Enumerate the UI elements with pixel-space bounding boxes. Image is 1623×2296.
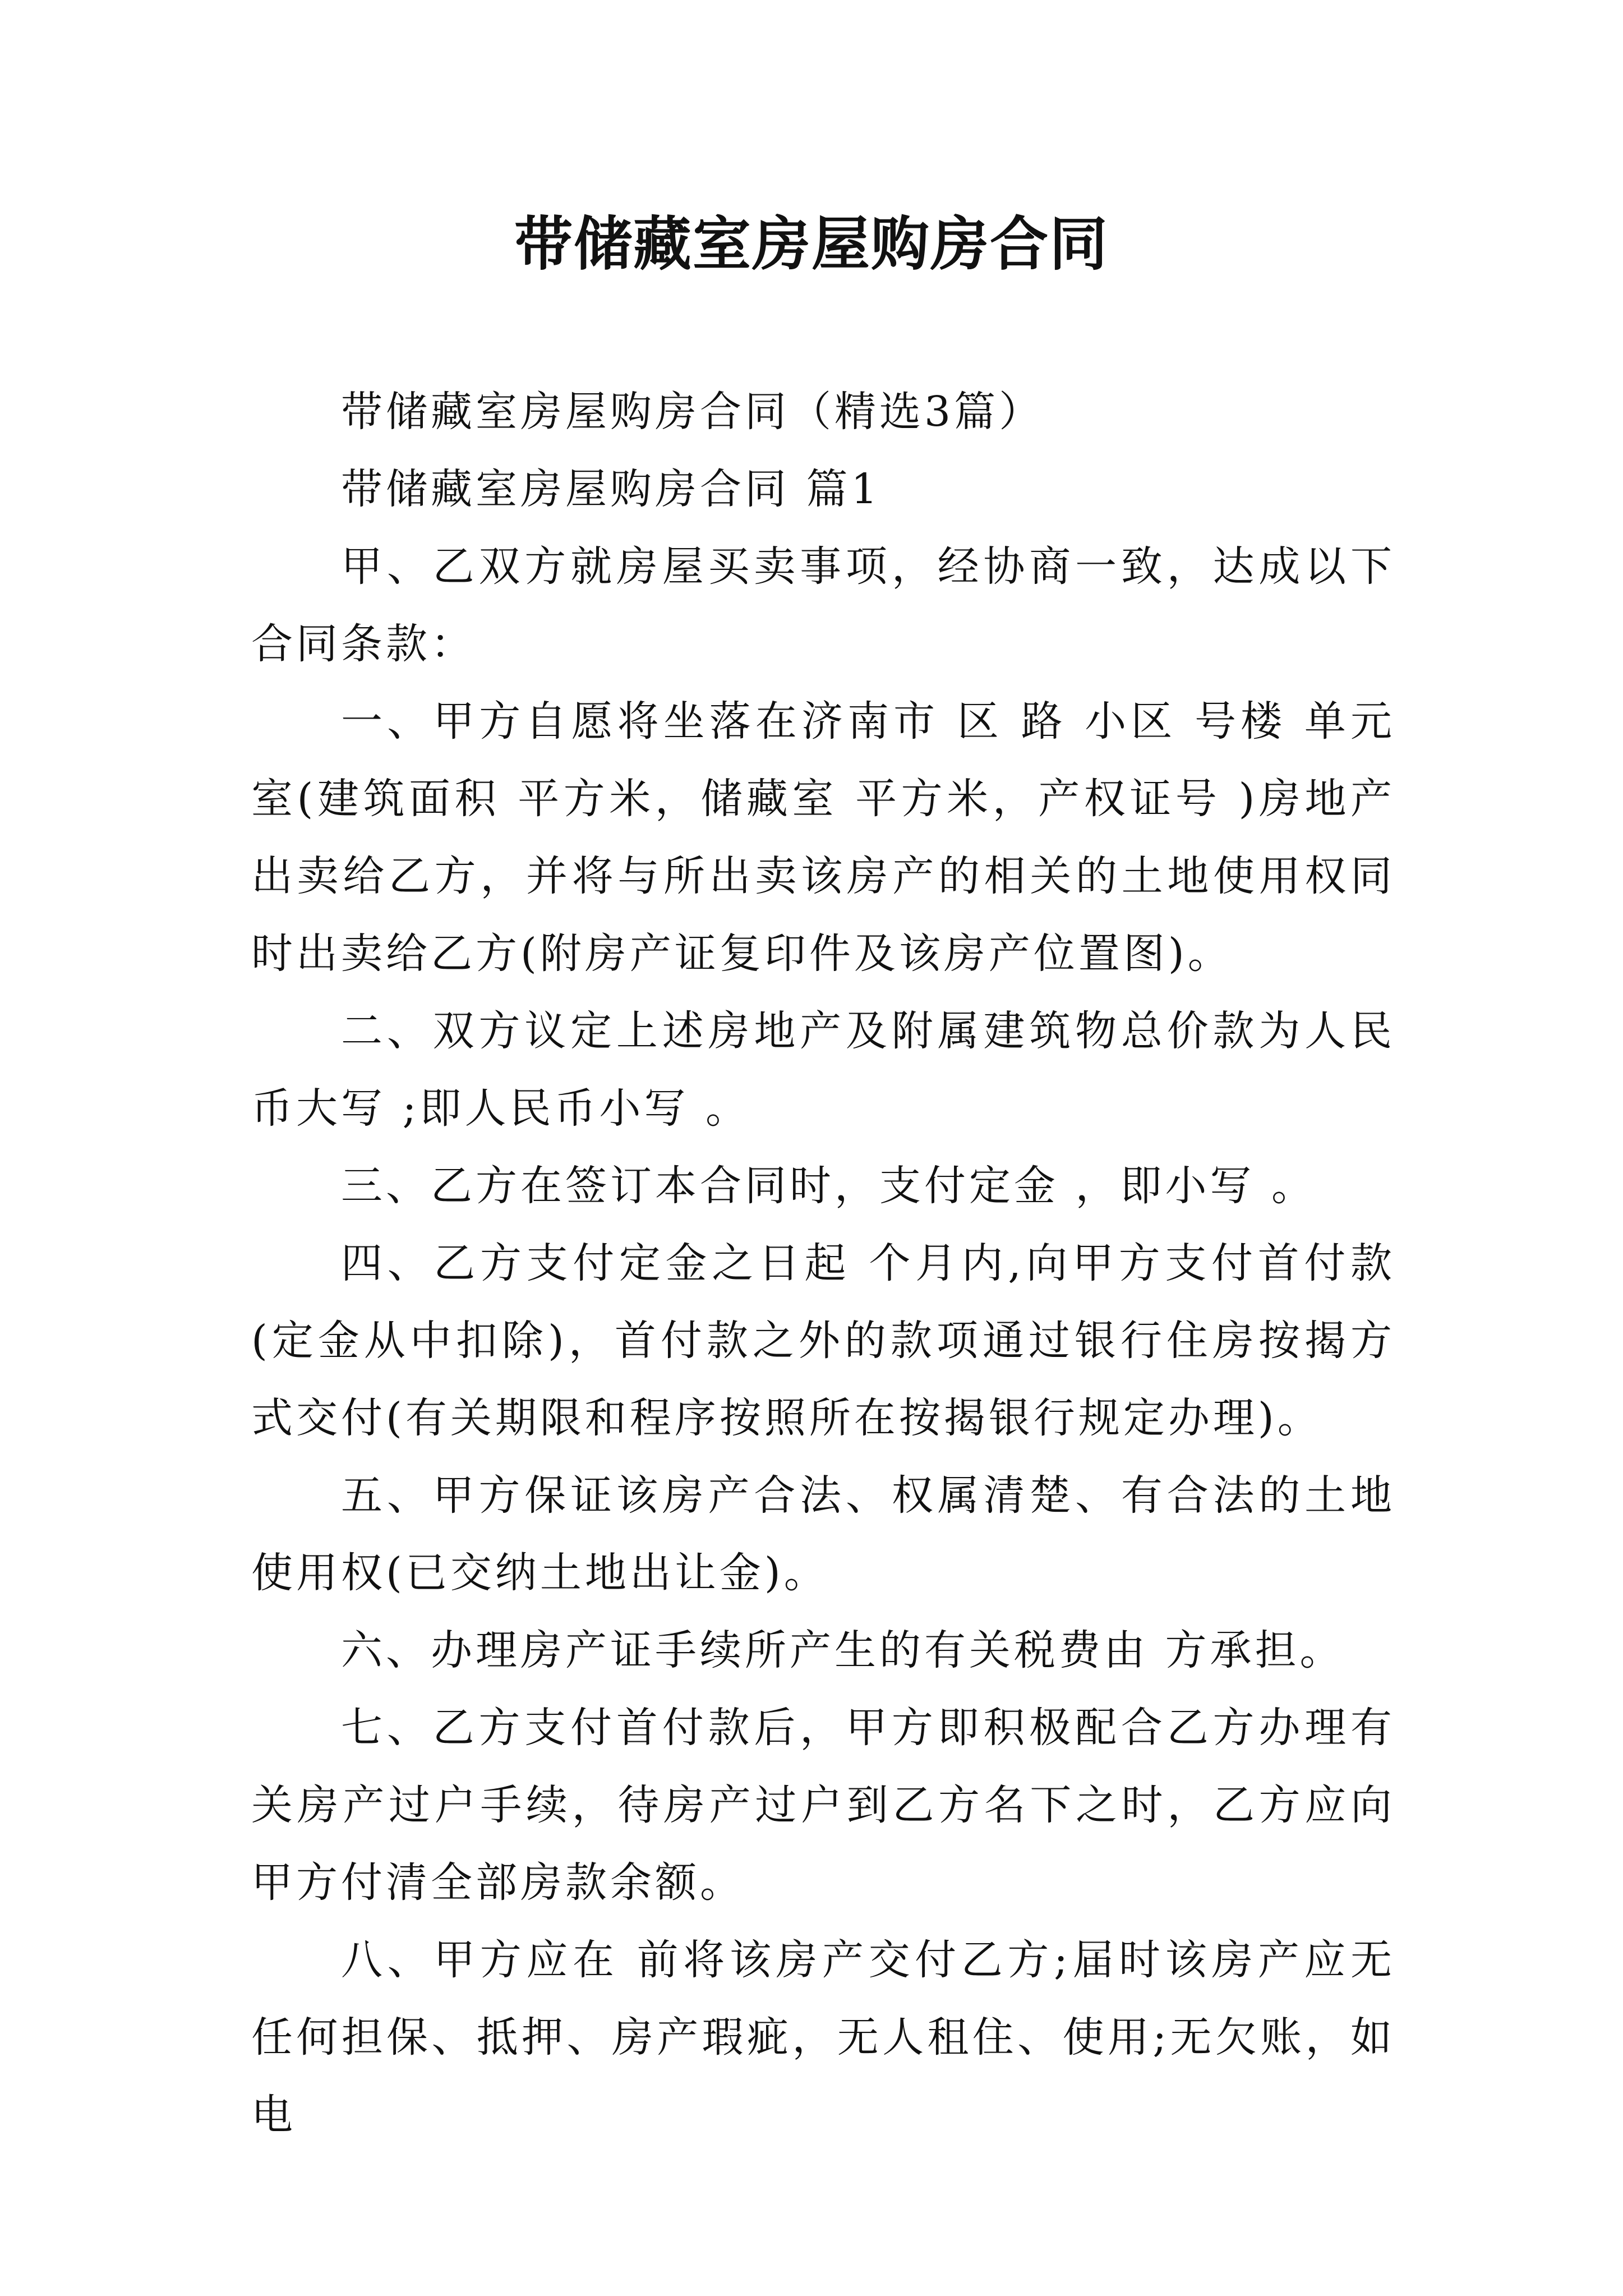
document-body	[251, 373, 1395, 2154]
paragraph-clause-3: 三、乙方在签订本合同时，支付定金 ，即小写 。	[341, 1162, 1317, 1210]
document-title: 带储藏室房屋购房合同	[514, 209, 1109, 278]
paragraph-preamble: 甲、乙双方就房屋买卖事项，经协商一致，达成以下合同条款：	[251, 542, 1395, 668]
paragraph-clause-2: 二、双方议定上述房地产及附属建筑物总价款为人民币大写 ;即人民币小写 。	[251, 1007, 1395, 1133]
paragraph-clause-5: 五、甲方保证该房产合法、权属清楚、有合法的土地使用权(已交纳土地出让金)。	[251, 1471, 1395, 1597]
paragraph-clause-8: 八、甲方应在 前将该房产交付乙方;届时该房产应无任何担保、抵押、房产瑕疵，无人租住、使用;无欠账，如电	[251, 1936, 1395, 2139]
paragraph-clause-7: 七、乙方支付首付款后，甲方即积极配合乙方办理有关房产过户手续，待房产过户到乙方名下之时，乙方应向甲方付清全部房款余额。	[251, 1704, 1395, 1907]
paragraph-clause-4: 四、乙方支付定金之日起 个月内,向甲方支付首付款(定金从中扣除)，首付款之外的款项通过银行住房按揭方式交付(有关期限和程序按照所在按揭银行规定办理)。	[251, 1239, 1395, 1442]
paragraph-section-heading: 带储藏室房屋购房合同 篇1	[341, 465, 881, 513]
paragraph-collection-heading: 带储藏室房屋购房合同（精选3篇）	[341, 388, 1044, 436]
paragraph-clause-6: 六、办理房产证手续所产生的有关税费由 方承担。	[341, 1626, 1345, 1674]
paragraph-clause-1: 一、甲方自愿将坐落在济南市 区 路 小区 号楼 单元室(建筑面积 平方米，储藏室 平方米，产权证号 )房地产出卖给乙方，并将与所出卖该房产的相关的土地使用权同时出卖给乙方(附房产证复印件及该房产位置图)。	[251, 697, 1395, 978]
